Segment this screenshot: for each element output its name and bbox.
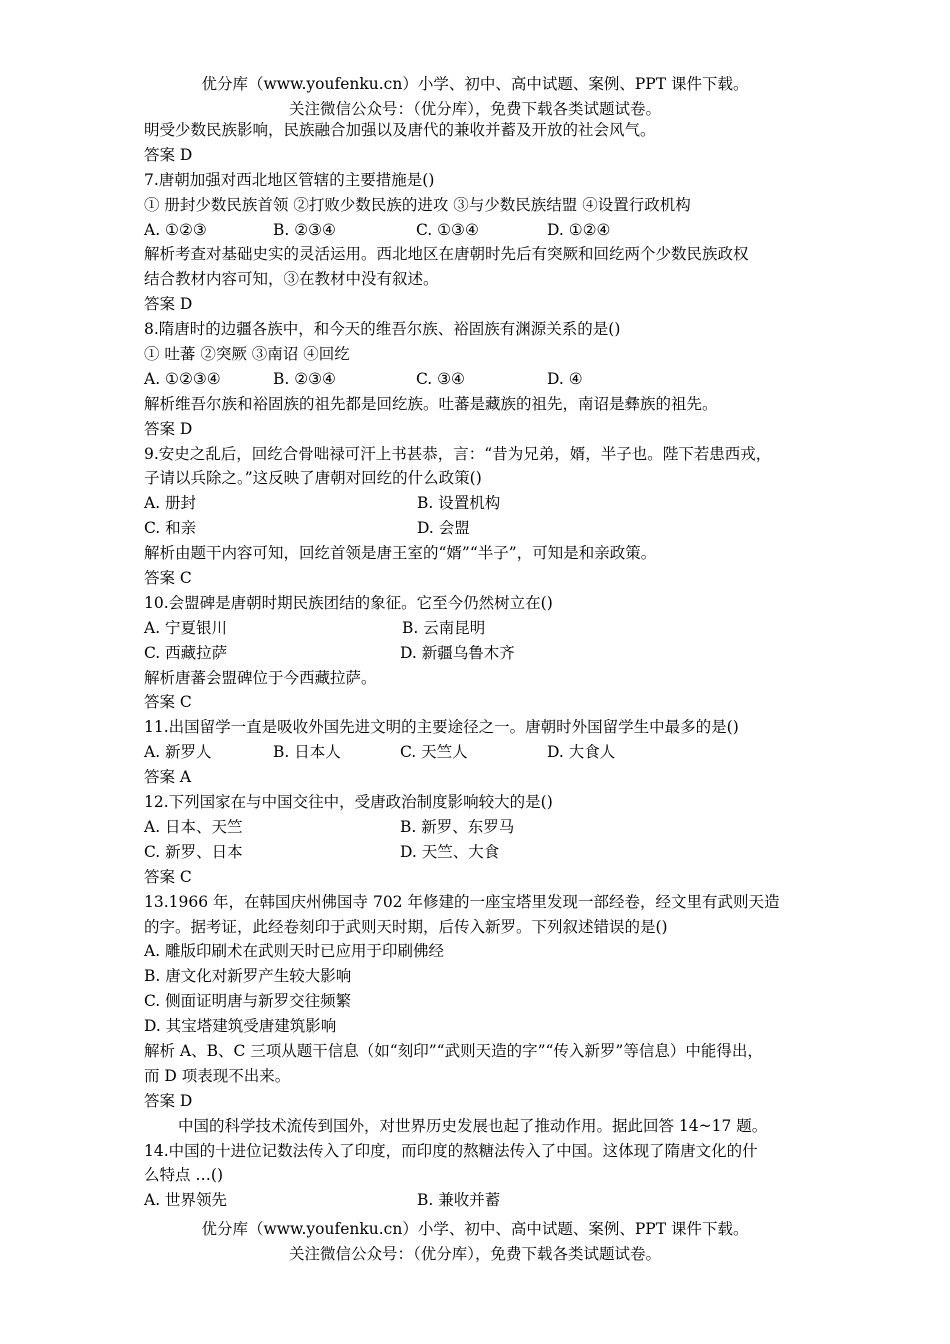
footer-line-1: 优分库（www.youfenku.cn）小学、初中、高中试题、案例、PPT 课件下载。 <box>201 1220 749 1238</box>
q11-option-c: C. 天竺人 <box>400 743 468 762</box>
q10-option-d: D. 新疆乌鲁木齐 <box>400 643 515 662</box>
q11-option-a: A. 新罗人 <box>144 743 212 762</box>
q9-options-row-2 <box>144 516 824 541</box>
q10-answer: 答案 C <box>144 693 192 712</box>
document-body <box>144 118 824 1213</box>
q9-option-d: D. 会盟 <box>417 519 470 538</box>
q7-options <box>144 218 824 243</box>
q9-stem-2: 子请以兵除之。”这反映了唐朝对回纥的什么政策() <box>144 469 482 488</box>
q7-items: ① 册封少数民族首领 ②打败少数民族的进攻 ③与少数民族结盟 ④设置行政机构 <box>144 195 691 214</box>
footer-line-2: 关注微信公众号：（优分库），免费下载各类试题试卷。 <box>288 1245 661 1263</box>
q11-stem: 11.出国留学一直是吸收外国先进文明的主要途径之一。唐朝时外国留学生中最多的是() <box>144 718 739 737</box>
q7-analysis-2: 结合教材内容可知，③在教材中没有叙述。 <box>144 270 439 289</box>
q12-options-row-2 <box>144 840 824 865</box>
q6-answer: 答案 D <box>144 145 193 164</box>
q13-option-c: C. 侧面证明唐与新罗交往频繁 <box>144 992 352 1011</box>
q9-options-row-1 <box>144 491 824 516</box>
q13-option-b: B. 唐文化对新罗产生较大影响 <box>144 967 352 986</box>
q9-option-b: B. 设置机构 <box>417 494 501 513</box>
q8-option-a: A. ①②③④ <box>144 369 221 388</box>
q11-answer: 答案 A <box>144 768 192 787</box>
q8-option-c: C. ③④ <box>416 369 465 388</box>
q8-analysis: 解析维吾尔族和裕固族的祖先都是回纥族。吐蕃是藏族的祖先，南诏是彝族的祖先。 <box>144 394 718 413</box>
q13-analysis-1: 解析 A、B、C 三项从题干信息（如“刻印”“武则天造的字”“传入新罗”等信息）中能得出， <box>144 1041 763 1060</box>
q11-options <box>144 740 824 765</box>
q10-option-c: C. 西藏拉萨 <box>144 643 228 662</box>
q9-option-c: C. 和亲 <box>144 519 197 538</box>
q7-stem: 7.唐朝加强对西北地区管辖的主要措施是() <box>144 170 435 189</box>
q7-option-b: B. ②③④ <box>273 220 336 239</box>
q12-option-a: A. 日本、天竺 <box>144 817 243 836</box>
q7-option-c: C. ①③④ <box>416 220 479 239</box>
header-line-2: 关注微信公众号：（优分库），免费下载各类试题试卷。 <box>288 100 661 118</box>
q10-options-row-1 <box>144 616 824 641</box>
header-line-1: 优分库（www.youfenku.cn）小学、初中、高中试题、案例、PPT 课件下载。 <box>201 75 749 93</box>
q14-option-a: A. 世界领先 <box>144 1191 228 1210</box>
q13-answer: 答案 D <box>144 1091 193 1110</box>
q12-answer: 答案 C <box>144 867 192 886</box>
q8-answer: 答案 D <box>144 419 193 438</box>
q14-stem-2: 么特点 …() <box>144 1166 224 1185</box>
q11-option-d: D. 大食人 <box>547 743 616 762</box>
q10-options-row-2 <box>144 641 824 666</box>
q9-analysis: 解析由题干内容可知，回纥首领是唐王室的“婿”“半子”，可知是和亲政策。 <box>144 544 657 563</box>
q10-analysis: 解析唐蕃会盟碑位于今西藏拉萨。 <box>144 668 377 687</box>
q10-option-b: B. 云南昆明 <box>402 618 486 637</box>
q8-options <box>144 367 824 392</box>
q7-answer: 答案 D <box>144 295 193 314</box>
q8-items: ① 吐蕃 ②突厥 ③南诏 ④回纥 <box>144 345 350 364</box>
q13-stem-1: 13.1966 年，在韩国庆州佛国寺 702 年修建的一座宝塔里发现一部经卷，经文里有武则天造 <box>144 892 780 911</box>
q12-options-row-1 <box>144 815 824 840</box>
group-intro: 中国的科学技术流传到国外，对世界历史发展也起了推动作用。据此回答 14~17 题。 <box>178 1116 768 1135</box>
q7-option-a: A. ①②③ <box>144 220 207 239</box>
q12-option-b: B. 新罗、东罗马 <box>400 817 515 836</box>
q9-option-a: A. 册封 <box>144 494 197 513</box>
q8-option-d: D. ④ <box>547 369 583 388</box>
q10-option-a: A. 宁夏银川 <box>144 618 228 637</box>
q13-option-d: D. 其宝塔建筑受唐建筑影响 <box>144 1017 337 1036</box>
q8-option-b: B. ②③④ <box>273 369 336 388</box>
q7-analysis-1: 解析考查对基础史实的灵活运用。西北地区在唐朝时先后有突厥和回纥两个少数民族政权 <box>144 245 749 264</box>
q8-stem: 8.隋唐时的边疆各族中，和今天的维吾尔族、裕固族有渊源关系的是() <box>144 320 621 339</box>
q12-option-d: D. 天竺、大食 <box>400 842 500 861</box>
q7-option-d: D. ①②④ <box>547 220 611 239</box>
q12-stem: 12.下列国家在与中国交往中，受唐政治制度影响较大的是() <box>144 793 553 812</box>
q13-stem-2: 的字。据考证，此经卷刻印于武则天时期，后传入新罗。下列叙述错误的是() <box>144 917 668 936</box>
intro-line: 明受少数民族影响，民族融合加强以及唐代的兼收并蓄及开放的社会风气。 <box>144 121 656 139</box>
page-footer <box>0 1217 950 1267</box>
q13-analysis-2: 而 D 项表现不出来。 <box>144 1066 291 1085</box>
page-header <box>0 72 950 122</box>
q13-option-a: A. 雕版印刷术在武则天时已应用于印刷佛经 <box>144 942 445 961</box>
q14-stem-1: 14.中国的十进位记数法传入了印度，而印度的熬糖法传入了中国。这体现了隋唐文化的什 <box>144 1141 758 1160</box>
q11-option-b: B. 日本人 <box>273 743 341 762</box>
q12-option-c: C. 新罗、日本 <box>144 842 243 861</box>
q14-options <box>144 1188 824 1213</box>
q9-answer: 答案 C <box>144 569 192 588</box>
q10-stem: 10.会盟碑是唐朝时期民族团结的象征。它至今仍然树立在() <box>144 593 553 612</box>
q14-option-b: B. 兼收并蓄 <box>417 1191 501 1210</box>
q9-stem-1: 9.安史之乱后，回纥合骨咄禄可汗上书甚恭，言：“昔为兄弟，婿，半子也。陛下若患西戎， <box>144 444 772 463</box>
